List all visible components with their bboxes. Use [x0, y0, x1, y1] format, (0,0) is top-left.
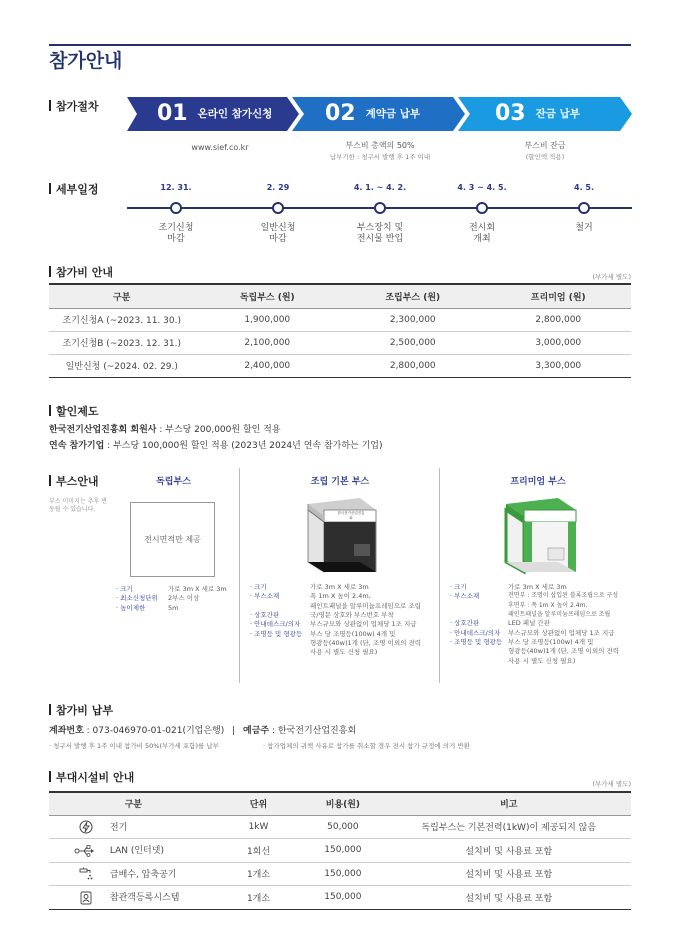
spec-key: · 크기: [250, 583, 267, 591]
timeline-dot-2: [272, 202, 284, 214]
fee-cell: 조기신청A (~2023. 11. 30.): [49, 308, 195, 331]
booth-image-note: 부스 이미지는 추후 변동될 수 있습니다.: [49, 498, 107, 514]
schedule-date-3: 4. 1. ~ 4. 2.: [353, 183, 407, 192]
facility-remark: 독립부스는 기본전력(1kW)이 제공되지 않음: [387, 815, 631, 839]
spec-key: · 조명등 및 형광등: [450, 638, 503, 647]
schedule-date-1: 12. 31.: [160, 183, 192, 192]
facility-unit: 1회선: [218, 839, 299, 863]
step-1-label: 온라인 참가신청: [197, 108, 273, 120]
spec-value: 패인트패널을 알루미늄프레임으로 조립: [310, 601, 421, 610]
facility-name-cell: [49, 839, 218, 863]
payment-note-2: · 참가업체의 귀책 사유로 참가를 취소할 경우 전시 참가 규정에 의거 반환: [263, 742, 470, 750]
fee-cell: 2,500,000: [340, 331, 486, 354]
facility-cost: 150,000: [299, 886, 386, 910]
network-icon: [74, 844, 94, 858]
spec-key: · 상호간판: [450, 619, 480, 628]
schedule-event-1-line2: 마감: [167, 234, 185, 245]
fee-table: [49, 283, 631, 378]
schedule-event-3-line2: 전시물 반입: [356, 234, 404, 245]
spec-value: 사용 시 별도 신청 필요): [310, 648, 378, 657]
schedule-event-4-line1: 전시회: [468, 223, 496, 233]
spec-key: · 부스소재: [450, 592, 480, 601]
step-2-number: 02: [325, 101, 356, 126]
schedule-event-2-line1: 일반신청: [260, 223, 296, 233]
independent-booth-title: 독립부스: [156, 477, 191, 487]
spec-value: 후면부 : 폭 1m X 높이 2.4m,: [508, 601, 588, 609]
spec-key: · 상호간판: [250, 610, 280, 619]
spec-key: · 조명등 및 형광등: [250, 629, 303, 638]
faucet-icon: [79, 867, 93, 881]
schedule-event-1-line1: 조기신청: [158, 223, 194, 233]
facility-unit: 1개소: [218, 862, 299, 886]
step-3-label: 잔금 납부: [535, 108, 580, 120]
table-row: [49, 815, 631, 839]
shell-fascia-text: 한국전기산업진흥회: [337, 511, 365, 520]
spec-key: [250, 648, 310, 657]
fee-cell: 2,300,000: [340, 308, 486, 331]
discount-continuous-label: 연속 참가기업: [49, 441, 105, 451]
step-3-subdesc: (할인액 적용): [525, 153, 565, 161]
section-facilities-title: 부대시설비 안내: [49, 769, 134, 785]
shell-booth-specs: [250, 583, 435, 658]
section-booth-title: 부스안내: [49, 473, 99, 489]
independent-booth-placeholder: 전시면적만 제공: [130, 502, 215, 577]
spec-value: 부스규모와 상관없이 업체당 1조 지급: [310, 620, 417, 629]
facility-cost: 150,000: [299, 839, 386, 863]
section-procedure-title: 참가절차: [49, 98, 99, 114]
holder-value: : 한국전기산업진흥회: [269, 726, 357, 736]
facilities-col-remark: 비고: [387, 792, 631, 815]
schedule-date-5: 4. 5.: [574, 183, 594, 192]
shell-booth-title: 조립 기본 부스: [310, 477, 370, 487]
schedule-event-4-line2: 개최: [473, 234, 491, 245]
spec-key: · 최소신청단위: [116, 594, 158, 603]
step-1: [157, 97, 272, 130]
spec-value: 가로 3m X 세로 3m: [310, 583, 369, 591]
step-1-number: 01: [157, 101, 188, 126]
section-discount-title: 할인제도: [49, 403, 99, 419]
badge-icon: [79, 891, 93, 905]
fee-col-shell: 조립부스 (원): [340, 284, 486, 308]
facility-name: 참관객등록시스템: [109, 893, 180, 903]
spec-key: · 크기: [450, 583, 467, 591]
fee-cell: 3,000,000: [486, 331, 632, 354]
fee-cell: 2,800,000: [340, 354, 486, 377]
spec-key: · 높이제한: [116, 603, 146, 612]
spec-value: 패인트패널을 알루미늄프레임으로 조립: [508, 610, 611, 618]
table-row: [49, 862, 631, 886]
facility-remark: 설치비 및 사용료 포함: [387, 862, 631, 886]
fee-cell: 2,100,000: [195, 331, 341, 354]
spec-key: [250, 639, 310, 648]
payment-account-line: 계좌번호 : 073-046970-01-021(기업은행) | 예금주 : 한국전기산업진흥회: [49, 726, 357, 736]
schedule-event-1: [131, 223, 221, 246]
schedule-date-4: 4. 3 ~ 4. 5.: [457, 183, 507, 192]
table-row: [49, 886, 631, 910]
schedule-event-2: [233, 223, 323, 246]
spec-value: 폭 1m X 높이 2.4m,: [310, 592, 371, 601]
spec-value: 2부스 이상: [168, 594, 200, 603]
spec-value: LED 패널 간판: [508, 619, 550, 628]
facilities-table-header: [49, 792, 631, 815]
schedule-event-5: [539, 223, 629, 234]
section-payment-title: 참가비 납부: [49, 702, 113, 718]
schedule-event-5-line1: 철거: [575, 223, 593, 233]
fee-col-premium: 프리미엄 (원): [486, 284, 632, 308]
spec-value: 형광등(40w)1개 (단, 조명 이외의 전력: [508, 647, 620, 656]
timeline-dot-5: [578, 202, 590, 214]
premium-booth-title: 프리미엄 부스: [510, 477, 566, 487]
spec-key: · 안내데스크/의자: [250, 620, 301, 629]
facilities-vat-note: (부가세 별도): [592, 780, 631, 788]
table-row: [49, 354, 631, 377]
facilities-col-category: 구분: [49, 792, 218, 815]
spec-value: 가로 3m X 세로 3m: [508, 583, 567, 591]
account-value: : 073-046970-01-021(기업은행): [83, 726, 225, 736]
discount-line-2: [49, 438, 383, 451]
facilities-table: [49, 791, 631, 910]
section-schedule-title: 세부일정: [49, 181, 99, 197]
lightning-icon: [79, 820, 93, 834]
spec-key: [450, 657, 508, 666]
fee-cell: 일반신청 (~2024. 02. 29.): [49, 354, 195, 377]
fee-col-category: 구분: [49, 284, 195, 308]
fee-table-header: [49, 284, 631, 308]
facility-name: 급배수, 압축공기: [109, 869, 177, 880]
step-3-number: 03: [495, 101, 526, 126]
facility-remark: 설치비 및 사용료 포함: [387, 886, 631, 910]
facility-cost: 50,000: [299, 815, 386, 839]
spec-value: 부스 당 조명등(100w) 4개 및: [310, 629, 396, 638]
discount-continuous-text: : 부스당 100,000원 할인 적용 (2023년 2024년 연속 참가하는 기업): [104, 441, 383, 451]
timeline-dot-1: [170, 202, 182, 214]
facility-name-cell: [49, 886, 218, 910]
table-row: [49, 331, 631, 354]
booth-divider-2: [439, 468, 440, 683]
fee-col-independent: 독립부스 (원): [195, 284, 341, 308]
schedule-event-3-line1: 부스장치 및: [356, 223, 404, 233]
spec-value: 국/영문 상호와 부스번호 부착: [310, 611, 394, 620]
step-2: [325, 97, 420, 130]
premium-booth-specs: [450, 583, 630, 666]
spec-value: 전면부 : 조명이 삽입된 블록조립으로 구성: [508, 592, 619, 600]
spec-value: 5m: [168, 603, 179, 612]
page-title: 참가안내: [49, 50, 123, 72]
table-row: [49, 839, 631, 863]
facility-unit: 1kW: [218, 815, 299, 839]
schedule-event-4: [437, 223, 527, 246]
step-1-desc: www.sief.co.kr: [191, 143, 249, 152]
booth-divider-1: [239, 468, 240, 683]
timeline-dot-3: [374, 202, 386, 214]
shell-booth-image: [298, 492, 383, 577]
fee-cell: 2,400,000: [195, 354, 341, 377]
facility-name-cell: [49, 862, 218, 886]
discount-member-label: 한국전기산업진흥회 회원사: [49, 425, 157, 435]
discount-line-1: [49, 422, 281, 435]
step-2-label: 계약금 납부: [365, 108, 420, 120]
step-2-subdesc: 납부기한 : 청구서 발행 후 1주 이내: [329, 153, 431, 161]
independent-booth-specs: [116, 585, 236, 613]
schedule-event-3: [335, 223, 425, 246]
fee-cell: 2,800,000: [486, 308, 632, 331]
step-3: [495, 97, 580, 130]
spec-value: 형광등(40w)1개 (단, 조명 이외의 전력: [310, 638, 422, 647]
step-2-desc: 부스비 총액의 50%: [345, 141, 415, 150]
schedule-date-2: 2. 29: [266, 183, 290, 192]
discount-member-text: : 부스당 200,000원 할인 적용: [156, 425, 281, 435]
section-fee-title: 참가비 안내: [49, 264, 113, 280]
facility-name: LAN (인터넷): [109, 846, 164, 856]
spec-key: · 크기: [116, 585, 133, 593]
spec-value: 가로 3m X 세로 3m: [168, 585, 227, 593]
payment-note-1: · 청구서 발행 후 1주 이내 참가비 50%(부가세 포함)를 납부: [49, 742, 219, 750]
spec-key: [450, 647, 508, 656]
fee-cell: 조기신청B (~2023. 12. 31.): [49, 331, 195, 354]
spec-value: 부스 당 조명등(100w) 4개 및: [508, 638, 594, 647]
step-3-desc: 부스비 잔금: [524, 141, 566, 150]
facility-name-cell: [49, 815, 218, 839]
title-rule: [49, 44, 631, 46]
spec-key: · 부스소재: [250, 592, 280, 601]
fee-vat-note: (부가세 별도): [592, 273, 631, 281]
table-row: [49, 308, 631, 331]
spec-key: · 안내데스크/의자: [450, 628, 501, 637]
schedule-event-2-line2: 마감: [269, 234, 287, 245]
spec-value: 부스규모와 상관없이 업체당 1조 지급: [508, 628, 615, 637]
spec-key: [450, 602, 508, 611]
timeline-dot-4: [476, 202, 488, 214]
fee-cell: 3,300,000: [486, 354, 632, 377]
facilities-col-cost: 비용(원): [299, 792, 386, 815]
facility-name: 전기: [109, 822, 128, 833]
spec-value: 사용 시 별도 신청 필요): [508, 656, 576, 665]
facility-remark: 설치비 및 사용료 포함: [387, 839, 631, 863]
premium-booth-image: [498, 492, 583, 577]
spec-key: [450, 611, 508, 620]
facilities-col-unit: 단위: [218, 792, 299, 815]
fee-cell: 1,900,000: [195, 308, 341, 331]
holder-label: 예금주: [243, 726, 270, 736]
account-label: 계좌번호: [49, 726, 84, 736]
facility-unit: 1개소: [218, 886, 299, 910]
facility-cost: 150,000: [299, 862, 386, 886]
